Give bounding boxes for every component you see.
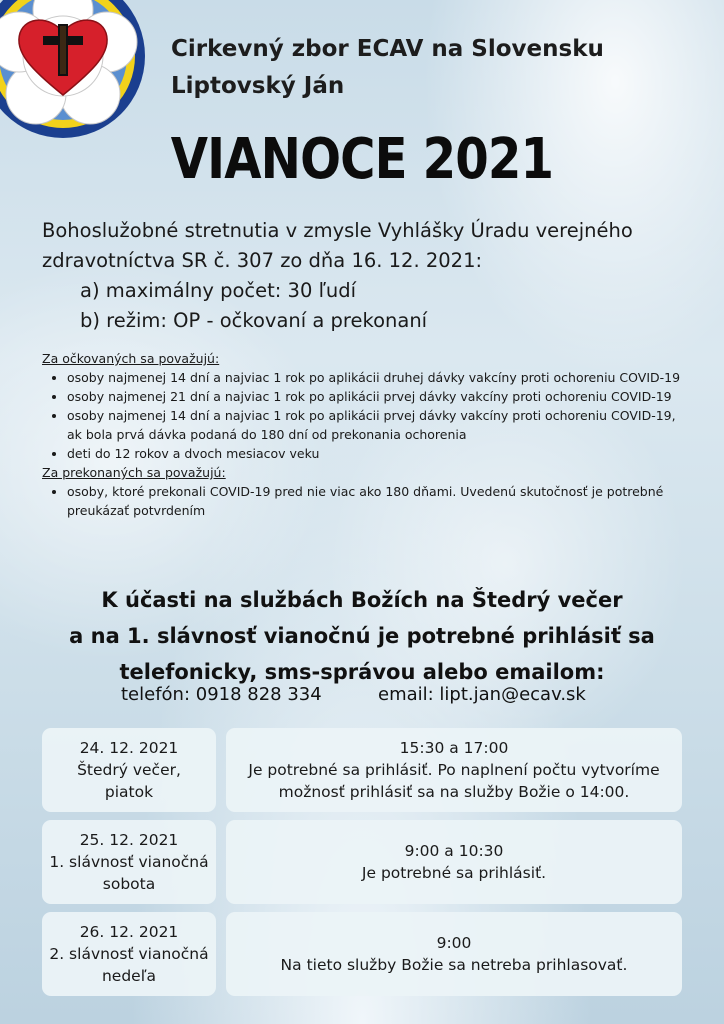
service-name: 2. slávnosť vianočná	[49, 945, 209, 963]
schedule-time-card	[226, 728, 682, 812]
parish-location: Liptovský Ján	[171, 73, 345, 99]
recovered-heading: Za prekonaných sa považujú:	[42, 465, 226, 480]
recovered-list	[42, 482, 692, 520]
service-note: možnosť prihlásiť sa na služby Božie o 14:00.	[278, 783, 630, 801]
service-date: 25. 12. 2021	[79, 831, 179, 849]
service-day: nedeľa	[101, 967, 157, 985]
contact-email[interactable]: email: lipt.jan@ecav.sk	[378, 684, 586, 705]
luther-rose-logo	[0, 0, 154, 142]
notice-line-1: K účasti na službách Božích na Štedrý večer	[101, 588, 623, 612]
schedule-date-card	[42, 728, 216, 812]
service-name: Štedrý večer,	[77, 761, 181, 779]
intro-option-b: b) režim: OP - očkovaní a prekonaní	[80, 309, 428, 332]
parish-name: Cirkevný zbor ECAV na Slovensku	[171, 36, 604, 62]
vaccinated-heading: Za očkovaných sa považujú:	[42, 351, 220, 366]
service-date: 24. 12. 2021	[79, 739, 179, 757]
intro-line-1: Bohoslužobné stretnutia v zmysle Vyhlášky Úradu verejného	[42, 219, 633, 242]
schedule-time-card	[226, 912, 682, 996]
service-time: 9:00	[436, 934, 472, 952]
contact-phone[interactable]: telefón: 0918 828 334	[121, 684, 322, 705]
list-item: • osoby najmenej 14 dní a najviac 1 rok po aplikácii prvej dávky vakcíny proti ochoreniu COVID-19, ak bola prvá dávka podaná do 180 dní od prekonania ochorenia	[67, 406, 692, 444]
service-time: 9:00 a 10:30	[404, 842, 504, 860]
service-date: 26. 12. 2021	[79, 923, 179, 941]
vaccinated-list	[42, 368, 692, 463]
service-name: 1. slávnosť vianočná	[49, 853, 209, 871]
list-item: • deti do 12 rokov a dvoch mesiacov veku	[67, 444, 692, 463]
intro-option-a: a) maximálny počet: 30 ľudí	[80, 279, 357, 302]
list-item: • osoby, ktoré prekonali COVID-19 pred nie viac ako 180 dňami. Uvedenú skutočnosť je potrebné preukázať potvrdením	[67, 482, 692, 520]
list-item: • osoby najmenej 14 dní a najviac 1 rok po aplikácii druhej dávky vakcíny proti ochoreniu COVID-19	[67, 368, 692, 387]
intro-line-2: zdravotníctva SR č. 307 zo dňa 16. 12. 2021:	[42, 249, 483, 272]
service-note: Je potrebné sa prihlásiť.	[361, 864, 547, 882]
registration-notice	[0, 582, 724, 690]
regulation-intro	[42, 216, 633, 336]
notice-line-2: a na 1. slávnosť vianočnú je potrebné prihlásiť sa	[69, 624, 655, 648]
schedule-date-card	[42, 820, 216, 904]
service-note: Na tieto služby Božie sa netreba prihlasovať.	[280, 956, 628, 974]
service-time: 15:30 a 17:00	[399, 739, 509, 757]
service-day: piatok	[104, 783, 154, 801]
eligibility-rules	[42, 349, 692, 520]
service-day: sobota	[102, 875, 156, 893]
page-title: VIANOCE 2021	[170, 127, 554, 192]
notice-line-3: telefonicky, sms-správou alebo emailom:	[119, 660, 605, 684]
service-note: Je potrebné sa prihlásiť. Po naplnení počtu vytvoríme	[248, 761, 660, 779]
schedule-time-card	[226, 820, 682, 904]
list-item: • osoby najmenej 21 dní a najviac 1 rok po aplikácii prvej dávky vakcíny proti ochoreniu COVID-19	[67, 387, 692, 406]
schedule-date-card	[42, 912, 216, 996]
